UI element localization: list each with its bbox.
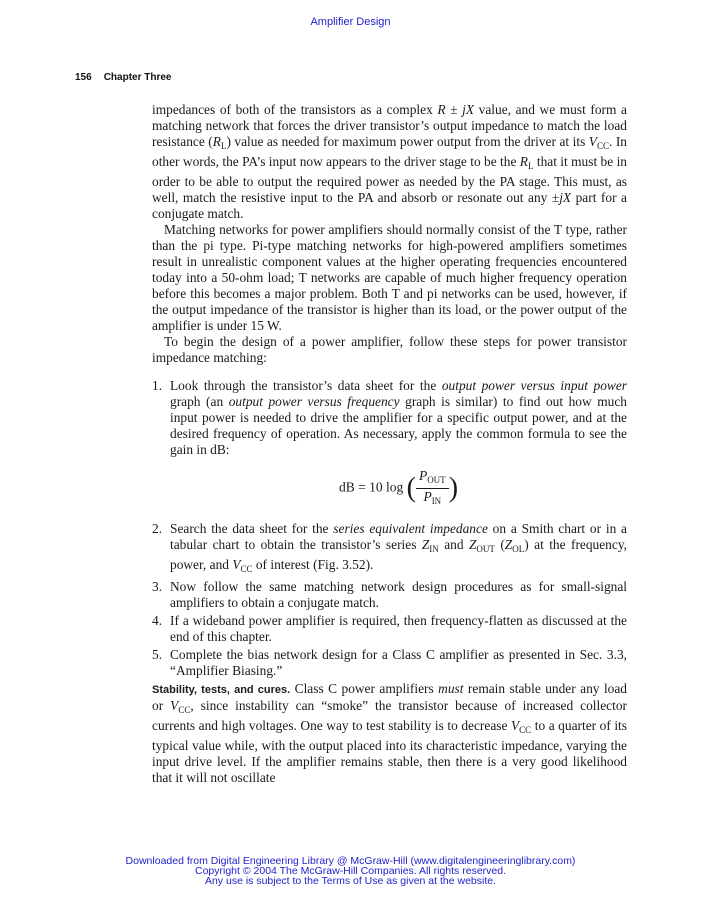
gain-formula: dB = 10 log ( $\frac{P_{OUT}}{P_{IN}}$ ) bbox=[338, 468, 459, 506]
paragraph-2: Matching networks for power amplifiers should normally consist of the T type, rather than the pi type. Pi-type matching networks for high-powered amplifiers sometimes result in unrealistic component values at the higher operating frequencies encountered today into a 50-ohm load; T networks are capable of much higher frequency operation before this becomes a major problem. Both T and pi networks can be used, however, if the output impedance of the transistor is higher than its load, or the power output of the amplifier is under 15 W. bbox=[152, 222, 627, 333]
steps-list bbox=[152, 378, 627, 679]
stability-paragraph: Stability, tests, and cures. Class C power amplifiers must remain stable under any load or $V_{CC}$, since instability can “smoke” the transistor because of increased collector currents and high voltages. One way to test stability is to decrease $V_{CC}$ to a quarter of its typical value while, with the output placed into its characteristic impedance, varying the input drive level. If the amplifier remains stable, then there is a very good likelihood that it will not oscillate bbox=[152, 681, 627, 785]
list-item: 2. Search the data sheet for the series equivalent impedance on a Smith chart or in a tabular chart to obtain the transistor’s series $Z_{IN}$ and $Z_{OUT}$ $(Z_{OL})$ at the frequency, power, and $V_{CC}$ of interest (Fig. 3.52). bbox=[152, 521, 627, 574]
running-head bbox=[75, 72, 183, 83]
chapter-label: Chapter Three bbox=[103, 72, 172, 83]
page-number: 156 bbox=[75, 72, 92, 83]
footer-copyright: Copyright © 2004 The McGraw-Hill Companies. All rights reserved. bbox=[195, 865, 506, 877]
top-note: Amplifier Design bbox=[310, 16, 391, 28]
list-item: 3. Now follow the same matching network design procedures as for small-signal amplifiers to obtain a conjugate match. bbox=[152, 579, 627, 610]
list-item: 5. Complete the bias network design for a Class C amplifier as presented in Sec. 3.3, “Amplifier Biasing.” bbox=[152, 647, 627, 678]
footer-download-link[interactable]: Downloaded from Digital Engineering Library @ McGraw-Hill (www.digitalengineeringlibrary.com) bbox=[125, 855, 576, 867]
footer-notice bbox=[0, 856, 701, 886]
section-run-in-heading: Stability, tests, and cures. bbox=[152, 684, 291, 696]
list-item: 1. Look through the transistor’s data sheet for the output power versus input power graph (an output power versus frequency graph is similar) to find out how much input power is needed to drive the amplifier for a specific output power, and at the desired frequency of operation. As necessary, apply the common formula to see the gain in dB: dB = 10 log ( $\frac{P_{OUT}}{P_{IN}}$ ) bbox=[152, 378, 627, 509]
paragraph-1: impedances of both of the transistors as a complex R ± jX value, and we must form a matching network that forces the driver transistor’s output impedance to match the load resistance $(R_L)$ value as needed for maximum power output from the driver at its $V_{CC}$. In other words, the PA’s input now appears to the driver stage to be the $R_L$ that it must be in order to be able to output the required power as needed by the PA stage. This must, as well, match the resistive input to the PA and absorb or resonate out any ±jX part for a conjugate match. bbox=[152, 102, 628, 221]
footer-terms: Any use is subject to the Terms of Use as given at the website. bbox=[204, 875, 497, 887]
list-item: 4. If a wideband power amplifier is required, then frequency-flatten as discussed at the end of this chapter. bbox=[152, 613, 627, 644]
page-body bbox=[152, 102, 627, 786]
paragraph-3: To begin the design of a power amplifier, follow these steps for power transistor impedance matching: bbox=[152, 334, 627, 365]
